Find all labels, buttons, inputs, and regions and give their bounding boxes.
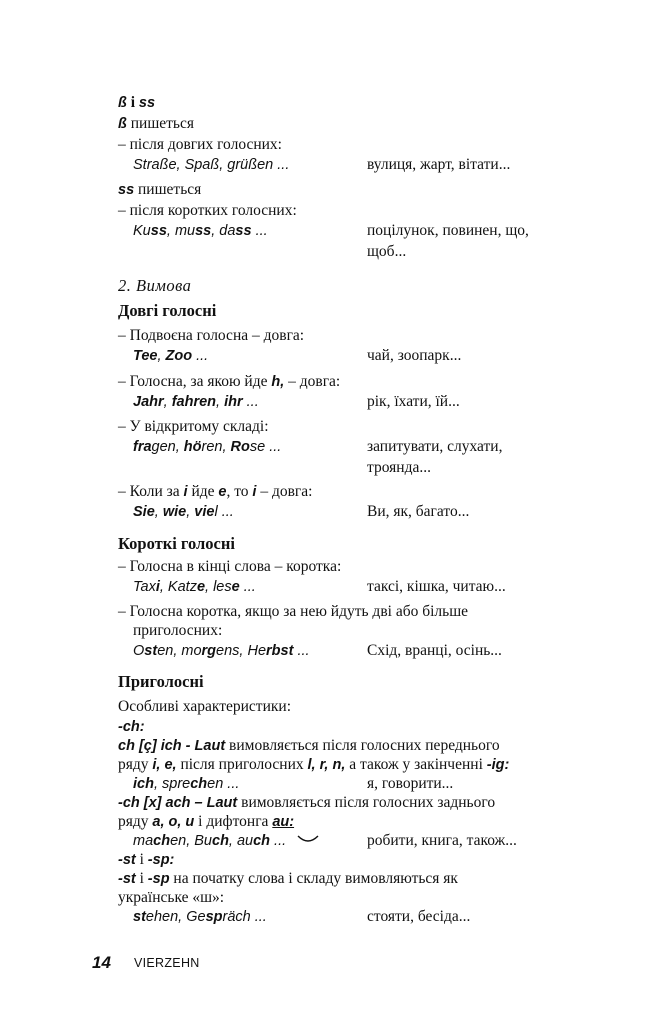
rule-ie: – Коли за i йде e, то i – довга: <box>118 483 313 500</box>
rule-open-syllable: – У відкритому складі: <box>118 418 269 435</box>
translation-ich-laut: я, говорити... <box>367 775 454 792</box>
page-number: 14 <box>92 953 111 972</box>
subheading-consonants: Приголосні <box>118 672 204 691</box>
diphthong-arc-mark <box>296 834 320 844</box>
rule-after-short-vowels: – після коротких голосних: <box>118 202 297 219</box>
rule-st-sp-cont: українське «ш»: <box>118 889 225 906</box>
translation-open-syllable-line1: запитувати, слухати, <box>367 438 503 455</box>
rule-ich-laut: ch [ç] ich - Laut вимовляється після голосних переднього <box>118 737 500 754</box>
example-st-sp: stehen, Gespräch ... <box>133 909 267 925</box>
rule-ss-written: ss пишеться <box>118 181 202 198</box>
translation-ach-laut: робити, книга, також... <box>367 832 517 849</box>
section-title-pronunciation: 2. Вимова <box>118 276 192 295</box>
rule-two-consonants-line1: – Голосна коротка, якщо за нею йдуть дві або більше <box>118 603 469 620</box>
rule-double-vowel: – Подвоєна голосна – довга: <box>118 327 305 344</box>
example-ie: Sie, wie, viel ... <box>133 504 234 520</box>
example-ss: Kuss, muss, dass ... <box>133 223 268 239</box>
section-heading-eszett: ß і ss <box>118 94 156 111</box>
example-two-consonants: Osten, morgens, Herbst ... <box>133 643 310 659</box>
subheading-short-vowels: Короткі голосні <box>118 534 235 553</box>
subheading-long-vowels: Довгі голосні <box>118 301 217 320</box>
rule-ach-laut-cont: ряду a, o, u і дифтонга au: <box>118 813 295 830</box>
page-number-word: VIERZEHN <box>134 956 200 970</box>
intro-special-features: Особливі характеристики: <box>118 698 292 715</box>
translation-ie: Ви, як, багато... <box>367 503 470 520</box>
rule-after-long-vowels: – після довгих голосних: <box>118 136 282 153</box>
rule-st-sp: -st і -sp на початку слова і складу вимовляються як <box>118 870 458 887</box>
translation-vowel-h: рік, їхати, їй... <box>367 393 460 410</box>
rule-ich-laut-cont: ряду i, e, після приголосних l, r, n, а також у закінченні -ig: <box>118 756 510 773</box>
label-st-sp: -st і -sp: <box>118 851 175 868</box>
example-open-syllable: fragen, hören, Rose ... <box>133 439 282 455</box>
label-ch: -ch: <box>118 719 145 735</box>
translation-two-consonants: Схід, вранці, осінь... <box>367 642 502 659</box>
example-double-vowel: Tee, Zoo ... <box>133 348 209 364</box>
rule-eszett-written: ß пишеться <box>118 115 194 132</box>
example-ach-laut: machen, Buch, auch ... <box>133 833 287 849</box>
example-eszett: Straße, Spaß, grüßen ... <box>133 157 290 173</box>
rule-vowel-h: – Голосна, за якою йде h, – довга: <box>118 373 341 390</box>
example-vowel-h: Jahr, fahren, ihr ... <box>133 394 259 410</box>
rule-final-vowel: – Голосна в кінці слова – коротка: <box>118 558 342 575</box>
translation-double-vowel: чай, зоопарк... <box>367 347 462 364</box>
translation-ss-line1: поцілунок, повинен, що, <box>367 222 529 239</box>
translation-eszett: вулиця, жарт, вітати... <box>367 156 511 173</box>
translation-open-syllable-line2: троянда... <box>367 459 431 476</box>
rule-ach-laut: -ch [x] ach – Laut вимовляється після голосних заднього <box>118 794 496 811</box>
example-final-vowel: Taxi, Katze, lese ... <box>133 579 256 595</box>
translation-ss-line2: щоб... <box>367 243 407 260</box>
translation-final-vowel: таксі, кішка, читаю... <box>367 578 506 595</box>
rule-two-consonants-line2: приголосних: <box>133 622 223 639</box>
example-ich-laut: ich, sprechen ... <box>133 776 240 792</box>
translation-st-sp: стояти, бесіда... <box>367 908 471 925</box>
